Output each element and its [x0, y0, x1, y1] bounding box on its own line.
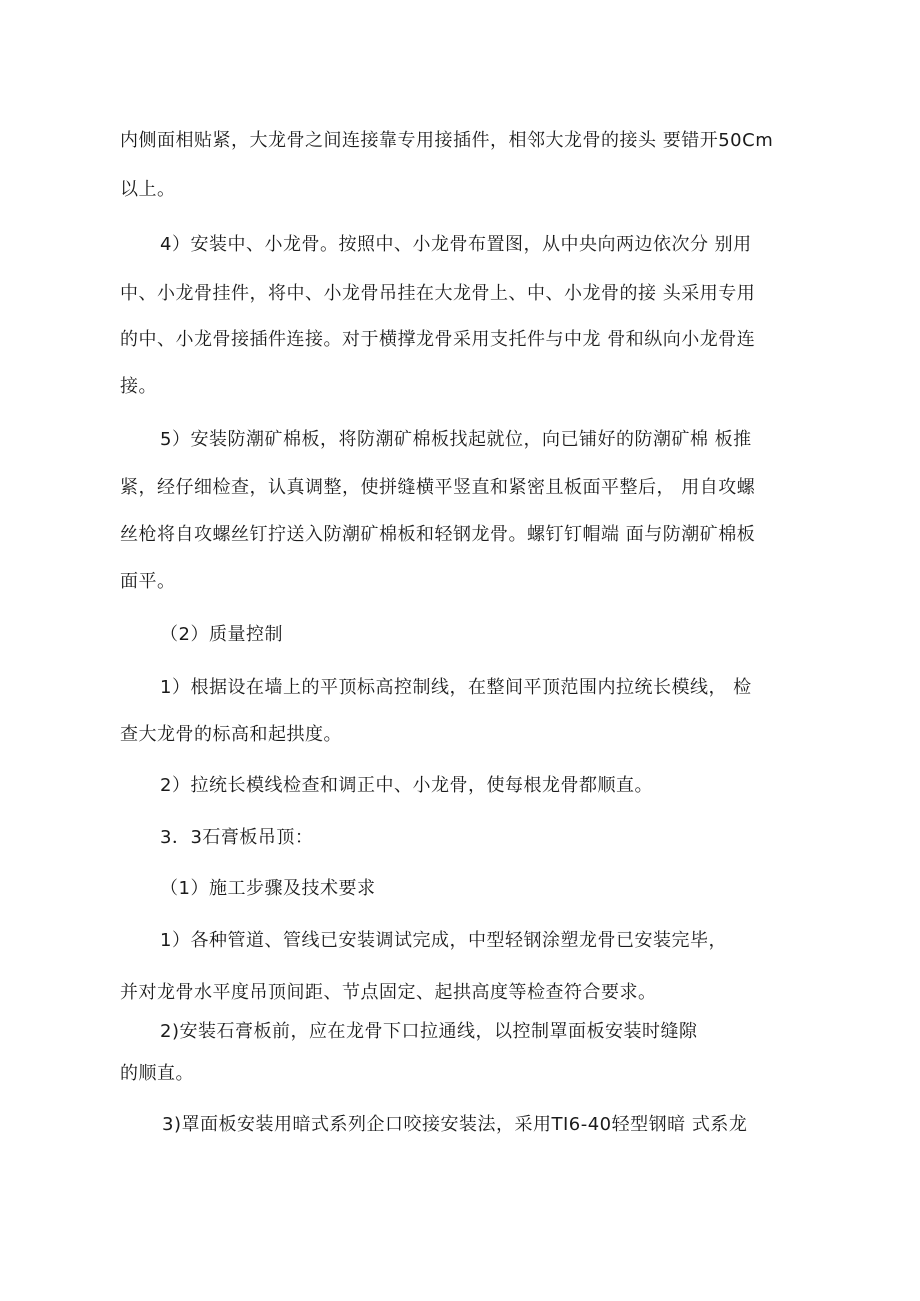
- text-line: 面平。: [120, 571, 176, 592]
- text-line: 4）安装中、小龙骨。按照中、小龙骨布置图，从中央向两边依次分 别用: [160, 234, 752, 255]
- text-line: 以上。: [120, 179, 176, 200]
- text-line: 5）安装防潮矿棉板，将防潮矿棉板找起就位，向已铺好的防潮矿棉 板推: [160, 429, 752, 450]
- text-line: 2）拉统长模线检查和调正中、小龙骨，使每根龙骨都顺直。: [160, 775, 653, 796]
- text-line: 并对龙骨水平度吊顶间距、节点固定、起拱高度等检查符合要求。: [120, 982, 657, 1003]
- section-heading: （1）施工步骤及技术要求: [160, 878, 376, 899]
- text-line: 3)罩面板安装用暗式系列企口咬接安装法，采用TI6-40轻型钢暗 式系龙: [162, 1114, 748, 1135]
- text-line: 的中、小龙骨接插件连接。对于横撑龙骨采用支托件与中龙 骨和纵向小龙骨连: [120, 329, 756, 350]
- section-heading: 3．3石膏板吊顶：: [160, 827, 314, 848]
- text-line: 紧，经仔细检查，认真调整，使拼缝横平竖直和紧密且板面平整后， 用自攻螺: [120, 477, 756, 498]
- text-line: 的顺直。: [120, 1063, 194, 1084]
- section-heading: （2）质量控制: [160, 624, 283, 645]
- text-line: 内侧面相贴紧，大龙骨之间连接靠专用接插件，相邻大龙骨的接头 要错开50Cm: [120, 130, 774, 151]
- text-line: 1）各种管道、管线已安装调试完成，中型轻钢涂塑龙骨已安装完毕，: [160, 930, 727, 951]
- text-line: 1）根据设在墙上的平顶标高控制线，在整间平顶范围内拉统长模线， 检: [160, 677, 752, 698]
- text-line: 2)安装石膏板前，应在龙骨下口拉通线，以控制罩面板安装时缝隙: [160, 1021, 698, 1042]
- text-line: 接。: [120, 376, 157, 397]
- text-line: 查大龙骨的标高和起拱度。: [120, 724, 342, 745]
- text-line: 丝枪将自攻螺丝钉拧送入防潮矿棉板和轻钢龙骨。螺钉钉帽端 面与防潮矿棉板: [120, 524, 756, 545]
- text-line: 中、小龙骨挂件，将中、小龙骨吊挂在大龙骨上、中、小龙骨的接 头采用专用: [120, 283, 756, 304]
